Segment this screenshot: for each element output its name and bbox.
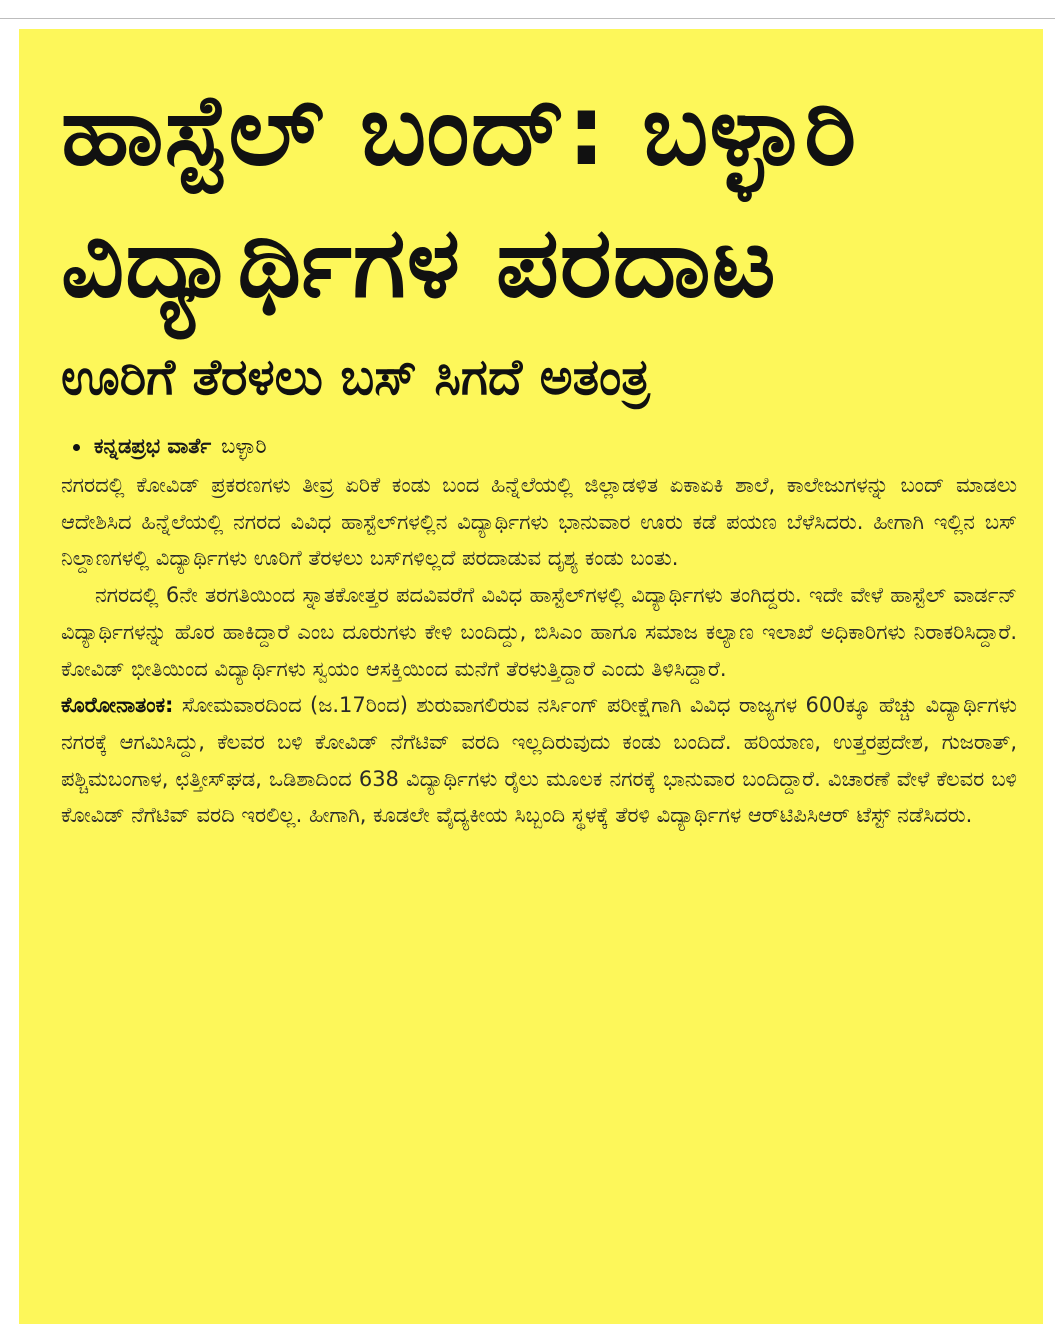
newspaper-clipping	[19, 29, 1043, 1324]
paragraph-3	[61, 687, 1017, 834]
headline	[61, 65, 1017, 329]
paragraph-3-lead-in: ಕೊರೋನಾತಂಕ:	[61, 693, 174, 718]
headline-line-2: ವಿದ್ಯಾರ್ಥಿಗಳ ಪರದಾಟ	[61, 206, 777, 320]
paragraph-2: ನಗರದಲ್ಲಿ 6ನೇ ತರಗತಿಯಿಂದ ಸ್ನಾತಕೋತ್ತರ ಪದವಿವರೆಗೆ ವಿವಿಧ ಹಾಸ್ಟೆಲ್‌ಗಳಲ್ಲಿ ವಿದ್ಯಾರ್ಥಿಗಳು ತಂಗಿದ್ದರು. ಇದೇ ವೇಳೆ ಹಾಸ್ಟೆಲ್ ವಾರ್ಡನ್ ವಿದ್ಯಾರ್ಥಿಗಳನ್ನು ಹೊರ ಹಾಕಿದ್ದಾರೆ ಎಂಬ ದೂರುಗಳು ಕೇಳಿ ಬಂದಿದ್ದು, ಬಿಸಿಎಂ ಹಾಗೂ ಸಮಾಜ ಕಲ್ಯಾಣ ಇಲಾಖೆ ಅಧಿಕಾರಿಗಳು ನಿರಾಕರಿಸಿದ್ದಾರೆ. ಕೋವಿಡ್ ಭೀತಿಯಿಂದ ವಿದ್ಯಾರ್ಥಿಗಳು ಸ್ವಯಂ ಆಸಕ್ತಿಯಿಂದ ಮನೆಗೆ ತೆರಳುತ್ತಿದ್ದಾರೆ ಎಂದು ತಿಳಿಸಿದ್ದಾರೆ.	[61, 583, 1017, 681]
top-divider	[0, 18, 1055, 19]
article-body	[61, 467, 1017, 834]
byline-place: ಬಳ್ಳಾರಿ	[221, 434, 267, 458]
paragraph-1: ನಗರದಲ್ಲಿ ಕೋವಿಡ್ ಪ್ರಕರಣಗಳು ತೀವ್ರ ಏರಿಕೆ ಕಂಡು ಬಂದ ಹಿನ್ನೆಲೆಯಲ್ಲಿ ಜಿಲ್ಲಾಡಳಿತ ಏಕಾಏಕಿ ಶಾಲೆ, ಕಾಲೇಜುಗಳನ್ನು ಬಂದ್ ಮಾಡಲು ಆದೇಶಿಸಿದ ಹಿನ್ನೆಲೆಯಲ್ಲಿ ನಗರದ ವಿವಿಧ ಹಾಸ್ಟೆಲ್‌ಗಳಲ್ಲಿನ ವಿದ್ಯಾರ್ಥಿಗಳು ಭಾನುವಾರ ಊರು ಕಡೆ ಪಯಣ ಬೆಳೆಸಿದರು. ಹೀಗಾಗಿ ಇಲ್ಲಿನ ಬಸ್ ನಿಲ್ದಾಣಗಳಲ್ಲಿ ವಿದ್ಯಾರ್ಥಿಗಳು ಊರಿಗೆ ತೆರಳಲು ಬಸ್‌ಗಳಿಲ್ಲದೆ ಪರದಾಡುವ ದೃಶ್ಯ ಕಂಡು ಬಂತು.	[61, 473, 1017, 571]
bullet-icon	[73, 444, 80, 451]
paragraph-3-text: ಸೋಮವಾರದಿಂದ (ಜ.17ರಿಂದ) ಶುರುವಾಗಲಿರುವ ನರ್ಸಿಂಗ್ ಪರೀಕ್ಷೆಗಾಗಿ ವಿವಿಧ ರಾಜ್ಯಗಳ 600ಕ್ಕೂ ಹೆಚ್ಚು ವಿದ್ಯಾರ್ಥಿಗಳು ನಗರಕ್ಕೆ ಆಗಮಿಸಿದ್ದು, ಕೆಲವರ ಬಳಿ ಕೋವಿಡ್ ನೆಗೆಟಿವ್ ವರದಿ ಇಲ್ಲದಿರುವುದು ಕಂಡು ಬಂದಿದೆ. ಹರಿಯಾಣ, ಉತ್ತರಪ್ರದೇಶ, ಗುಜರಾತ್, ಪಶ್ಚಿಮಬಂಗಾಳ, ಛತ್ತೀಸ್‌ಘಡ, ಒಡಿಶಾದಿಂದ 638 ವಿದ್ಯಾರ್ಥಿಗಳು ರೈಲು ಮೂಲಕ ನಗರಕ್ಕೆ ಭಾನುವಾರ ಬಂದಿದ್ದಾರೆ. ವಿಚಾರಣೆ ವೇಳೆ ಕೆಲವರ ಬಳಿ ಕೋವಿಡ್ ನೆಗೆಟಿವ್ ವರದಿ ಇರಲಿಲ್ಲ. ಹೀಗಾಗಿ, ಕೂಡಲೇ ವೈದ್ಯಕೀಯ ಸಿಬ್ಬಂದಿ ಸ್ಥಳಕ್ಕೆ ತೆರಳಿ ವಿದ್ಯಾರ್ಥಿಗಳ ಆರ್‌ಟಿಪಿಸಿಆರ್ ಟೆಸ್ಟ್ ನಡೆಸಿದರು.	[61, 693, 1017, 828]
subheadline: ಊರಿಗೆ ತೆರಳಲು ಬಸ್ ಸಿಗದೆ ಅತಂತ್ರ	[61, 348, 650, 406]
byline	[73, 429, 1017, 463]
headline-line-1: ಹಾಸ್ಟೆಲ್ ಬಂದ್: ಬಳ್ಳಾರಿ	[61, 74, 858, 188]
byline-source: ಕನ್ನಡಪ್ರಭ ವಾರ್ತೆ	[94, 434, 212, 458]
